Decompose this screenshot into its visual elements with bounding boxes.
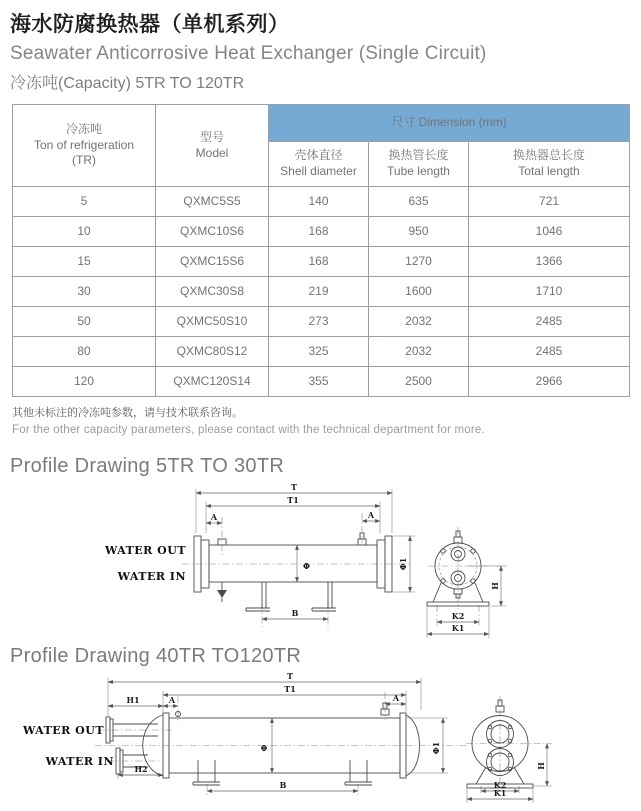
cell-model: QXMC30S8 xyxy=(156,277,269,307)
cell-total: 2485 xyxy=(469,337,630,367)
col-header-tr-en: Ton of refrigeration xyxy=(33,137,135,152)
dim-h1-label: H1 xyxy=(126,695,140,705)
cell-shell: 168 xyxy=(269,217,369,247)
water-out-label: WATER OUT xyxy=(23,724,104,737)
col-header-shell-en: Shell diameter xyxy=(280,164,357,178)
dim-k2-label: K2 xyxy=(493,780,507,790)
dimension-group-header: 尺寸 Dimension (mm) xyxy=(269,105,630,142)
cell-shell: 355 xyxy=(269,367,369,397)
cell-tr: 10 xyxy=(13,217,156,247)
cell-tube: 2032 xyxy=(369,337,469,367)
col-header-tr-zh: 冷冻吨 xyxy=(65,122,102,137)
cell-total: 721 xyxy=(469,187,630,217)
cell-tube: 2032 xyxy=(369,307,469,337)
col-header-model-en: Model xyxy=(195,145,229,160)
dim-h-label: H xyxy=(536,762,546,770)
side-view-small xyxy=(194,533,392,611)
side-view-large xyxy=(106,703,420,785)
dim-k1-label: K1 xyxy=(493,788,507,798)
page-header xyxy=(10,12,641,95)
centerlines-large xyxy=(95,692,552,796)
cell-model: QXMC5S5 xyxy=(156,187,269,217)
table-row xyxy=(13,367,630,397)
support-leg xyxy=(246,582,270,611)
cell-tube: 1270 xyxy=(369,247,469,277)
cell-tr: 50 xyxy=(13,307,156,337)
col-header-total-zh: 换热器总长度 xyxy=(512,148,585,163)
cell-tr: 15 xyxy=(13,247,156,277)
cell-model: QXMC80S12 xyxy=(156,337,269,367)
water-in-label: WATER IN xyxy=(117,570,186,583)
support-leg xyxy=(312,582,336,611)
cell-tube: 1600 xyxy=(369,277,469,307)
dim-k2-label: K2 xyxy=(451,611,465,621)
dim-phi1-label: Φ1 xyxy=(431,741,441,755)
dim-t1-label: T1 xyxy=(284,684,296,694)
col-header-tube-zh: 换热管长度 xyxy=(388,148,449,163)
dim-t-label: T xyxy=(287,671,293,681)
table-row xyxy=(13,307,630,337)
note-en: For the other capacity parameters, please contact with the technical department for more. xyxy=(12,424,485,436)
profile-small-heading: Profile Drawing 5TR TO 30TR xyxy=(10,455,285,477)
col-header-shell-diameter xyxy=(269,142,369,187)
dim-phi-label: Φ xyxy=(259,744,269,752)
spec-table xyxy=(12,104,630,397)
cell-model: QXMC10S6 xyxy=(156,217,269,247)
col-header-tr xyxy=(13,105,156,187)
col-header-total-en: Total length xyxy=(518,164,580,178)
dimensions-large xyxy=(108,671,552,803)
cell-shell: 273 xyxy=(269,307,369,337)
capacity-subtitle: 冷冻吨(Capacity) 5TR TO 120TR xyxy=(10,75,245,92)
col-header-tr-unit: (TR) xyxy=(72,153,96,168)
cell-tr: 30 xyxy=(13,277,156,307)
col-header-tube-en: Tube length xyxy=(387,164,450,178)
col-header-model-zh: 型号 xyxy=(199,129,224,144)
col-header-shell-zh: 壳体直径 xyxy=(294,148,343,163)
dim-t-label: T xyxy=(291,482,297,492)
cell-shell: 219 xyxy=(269,277,369,307)
profile-small-drawing xyxy=(0,481,641,644)
cell-total: 2966 xyxy=(469,367,630,397)
cell-model: QXMC50S10 xyxy=(156,307,269,337)
table-row xyxy=(13,187,630,217)
table-row xyxy=(13,277,630,307)
dimensions-small xyxy=(196,482,506,638)
dim-t1-label: T1 xyxy=(287,495,299,505)
dim-a-right-label: A xyxy=(367,510,375,520)
cell-total: 1710 xyxy=(469,277,630,307)
dim-b-label: B xyxy=(279,780,287,790)
cell-shell: 325 xyxy=(269,337,369,367)
dim-b-label: B xyxy=(291,608,299,618)
cell-shell: 168 xyxy=(269,247,369,277)
dim-h2-label: H2 xyxy=(134,764,148,774)
water-in-label: WATER IN xyxy=(45,755,114,768)
cell-tube: 2500 xyxy=(369,367,469,397)
dim-a-right-label: A xyxy=(392,693,400,703)
cell-shell: 140 xyxy=(269,187,369,217)
dim-k1-label: K1 xyxy=(451,623,465,633)
note-zh: 其他未标注的冷冻吨参数，请与技术联系咨询。 xyxy=(12,407,243,419)
dim-a-left-label: A xyxy=(168,695,176,705)
cell-model: QXMC120S14 xyxy=(156,367,269,397)
cell-tr: 80 xyxy=(13,337,156,367)
cell-model: QXMC15S6 xyxy=(156,247,269,277)
shell-body xyxy=(209,545,377,582)
col-header-total-length xyxy=(469,142,630,187)
cell-tube: 635 xyxy=(369,187,469,217)
profile-large-heading: Profile Drawing 40TR TO120TR xyxy=(10,645,302,667)
cell-tube: 950 xyxy=(369,217,469,247)
cell-tr: 5 xyxy=(13,187,156,217)
col-header-tube-length xyxy=(369,142,469,187)
dim-phi1-label: Φ1 xyxy=(398,557,408,571)
centerlines-small xyxy=(182,513,508,627)
table-row xyxy=(13,217,630,247)
profile-large-drawing xyxy=(0,670,641,811)
cell-total: 1366 xyxy=(469,247,630,277)
water-out-label: WATER OUT xyxy=(105,544,186,557)
cell-tr: 120 xyxy=(13,367,156,397)
dim-h-label: H xyxy=(490,582,500,590)
page-title-zh: 海水防腐换热器（单机系列） xyxy=(10,13,290,36)
col-header-model xyxy=(156,105,269,187)
cell-total: 2485 xyxy=(469,307,630,337)
support-leg xyxy=(193,760,220,785)
dim-a-left-label: A xyxy=(210,512,218,522)
page-title-en: Seawater Anticorrosive Heat Exchanger (Single Circuit) xyxy=(10,43,487,64)
table-row xyxy=(13,247,630,277)
dim-phi-label: Φ xyxy=(303,561,310,571)
cell-total: 1046 xyxy=(469,217,630,247)
support-leg xyxy=(345,760,372,785)
table-row xyxy=(13,337,630,367)
